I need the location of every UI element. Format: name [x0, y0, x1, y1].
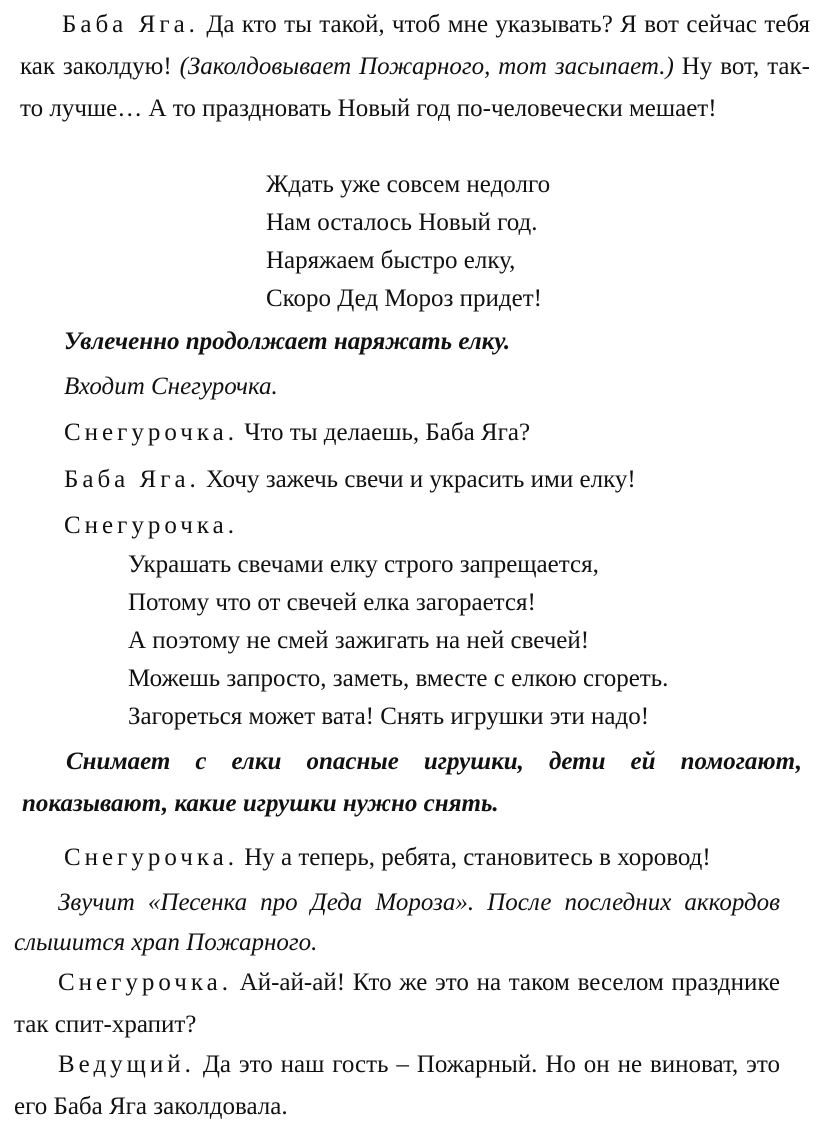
speaker-name: Снегурочка.	[58, 969, 232, 996]
verse-line: Потому что от свечей елка загорается!	[128, 589, 536, 616]
dialogue-text: Ну а теперь, ребята, становитесь в хоровод!	[237, 844, 711, 871]
stage-direction-enters: Входит Снегурочка.	[64, 373, 278, 400]
dialogue-line	[64, 413, 530, 453]
verse-line: Нам осталось Новый год.	[266, 209, 538, 236]
dialogue-text: Да это наш гость – Пожарный. Но он не виноват, это его Баба Яга заколдовала.	[14, 1051, 780, 1120]
dialogue-line	[64, 460, 636, 500]
verse-line: Загореться может вата! Снять игрушки эти надо!	[128, 703, 650, 730]
speaker-name: Баба Яга.	[62, 11, 199, 38]
dialogue-line	[64, 838, 711, 878]
stage-direction-song: Звучит «Песенка про Деда Мороза». После последних аккордов слышится храп Пожарного.	[14, 889, 780, 956]
speaker-name: Ведущий.	[58, 1051, 195, 1078]
verse-block-1	[266, 166, 550, 318]
verse-line: Ждать уже совсем недолго	[266, 171, 551, 198]
speaker-name: Баба Яга.	[64, 466, 200, 493]
stage-direction-decorating: Увлеченно продолжает наряжать елку.	[64, 328, 511, 355]
speaker-name: Снегурочка.	[64, 844, 238, 871]
dialogue-line	[14, 1044, 780, 1128]
verse-line: А поэтому не смей зажигать на ней свечей!	[128, 627, 590, 654]
dialogue-line	[14, 962, 780, 1046]
dialogue-text: Да кто ты такой, чтоб мне указывать? Я вот сейчас тебя как заколдую!	[20, 11, 810, 80]
speaker-name: Снегурочка.	[64, 419, 238, 446]
dialogue-text: Что ты делаешь, Баба Яга?	[237, 419, 531, 446]
speaker-name: Снегурочка.	[64, 512, 238, 539]
verse-line: Наряжаем быстро елку,	[266, 247, 516, 274]
dialogue-line	[64, 506, 238, 546]
verse-block-2	[128, 546, 668, 736]
verse-line: Скоро Дед Мороз придет!	[266, 285, 542, 312]
stage-direction-remove-toys: Снимает с елки опасные игрушки, дети ей помогают, показывают, какие игрушки нужно снять.	[22, 748, 802, 817]
dialogue-text: Ай-ай-ай! Кто же это на таком веселом празднике так спит-храпит?	[14, 969, 780, 1038]
verse-line: Украшать свечами елку строго запрещается,	[128, 551, 599, 578]
dialogue-text: Ну вот, так-то лучше… А то праздновать Новый год по-человечески мешает!	[20, 53, 810, 122]
verse-line: Можешь запросто, заметь, вместе с елкою сгореть.	[128, 665, 669, 692]
dialogue-text: Хочу зажечь свечи и украсить ими елку!	[199, 466, 636, 493]
paragraph-baba-yaga-threat	[20, 4, 810, 130]
stage-direction: (Заколдовывает Пожарного, тот засыпает.)	[179, 53, 674, 80]
